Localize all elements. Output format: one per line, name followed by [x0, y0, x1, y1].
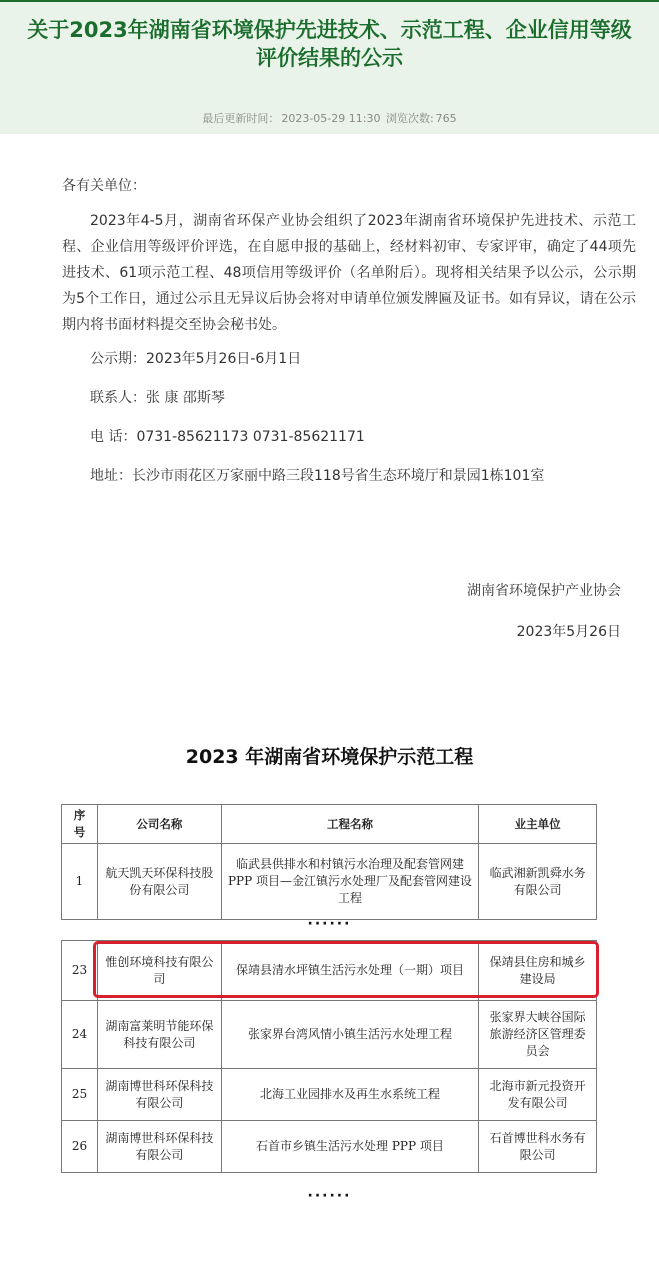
table-row — [62, 1001, 597, 1069]
table-row — [62, 1121, 597, 1173]
row-no: 23 — [62, 941, 98, 1001]
header-company: 公司名称 — [97, 805, 221, 844]
row-company: 湖南富莱明节能环保科技有限公司 — [97, 1001, 221, 1069]
row-no: 25 — [62, 1069, 98, 1121]
updated-label: 最后更新时间： — [202, 112, 280, 125]
signature: 湖南省环境保护产业协会 — [467, 583, 621, 599]
header-project: 工程名称 — [221, 805, 478, 844]
table-row — [62, 941, 597, 1001]
project-table-top — [61, 804, 597, 920]
table-header-row — [62, 805, 597, 844]
row-project: 临武县供排水和村镇污水治理及配套管网建 PPP 项目—金江镇污水处理厂及配套管网建设工程 — [221, 844, 478, 920]
header-no: 序号 — [62, 805, 98, 844]
notice-period: 公示期：2023年5月26日-6月1日 — [90, 351, 302, 367]
greeting: 各有关单位： — [62, 178, 146, 194]
header-owner: 业主单位 — [479, 805, 597, 844]
article-meta — [0, 110, 659, 126]
row-project: 石首市乡镇生活污水处理 PPP 项目 — [221, 1121, 478, 1173]
notice-body: 2023年4-5月，湖南省环保产业协会组织了2023年湖南省环境保护先进技术、示范工程、企业信用等级评价评选，在自愿申报的基础上，经材料初审、专家评审，确定了44项先进技术、61项示范工程、48项信用等级评价（名单附后）。现将相关结果予以公示，公示期为5个工作日，通过公示且无异议后协会将对申请单位颁发牌匾及证书。如有异议，请在公示期内将书面材料提交至协会秘书处。 — [62, 213, 636, 333]
row-owner: 张家界大峡谷国际旅游经济区管理委员会 — [479, 1001, 597, 1069]
notice-address: 地址：长沙市雨花区万家丽中路三段118号省生态环境厅和景园1栋101室 — [90, 468, 545, 484]
table-title: 2023 年湖南省环境保护示范工程 — [185, 746, 474, 768]
row-project: 保靖县清水坪镇生活污水处理（一期）项目 — [221, 941, 478, 1001]
row-no: 1 — [62, 844, 98, 920]
ellipsis-top: ······ — [307, 916, 352, 932]
article-header — [0, 0, 659, 134]
row-project: 北海工业园排水及再生水系统工程 — [221, 1069, 478, 1121]
table-row — [62, 1069, 597, 1121]
notice-date: 2023年5月26日 — [516, 624, 621, 640]
ellipsis-bottom: ······ — [307, 1188, 352, 1204]
views-label: 浏览次数: — [385, 112, 434, 125]
row-company: 湖南博世科环保科技有限公司 — [97, 1121, 221, 1173]
row-company: 航天凯天环保科技股份有限公司 — [97, 844, 221, 920]
row-company: 惟创环境科技有限公司 — [97, 941, 221, 1001]
row-owner: 北海市新元投资开发有限公司 — [479, 1069, 597, 1121]
project-table-bottom — [61, 940, 597, 1173]
row-no: 24 — [62, 1001, 98, 1069]
notice-phone: 电 话：0731-85621173 0731-85621171 — [90, 429, 365, 445]
row-company: 湖南博世科环保科技有限公司 — [97, 1069, 221, 1121]
row-owner: 石首博世科水务有限公司 — [479, 1121, 597, 1173]
updated-value: 2023-05-29 11:30 — [281, 112, 381, 125]
row-no: 26 — [62, 1121, 98, 1173]
table-row — [62, 844, 597, 920]
row-owner: 保靖县住房和城乡建设局 — [479, 941, 597, 1001]
article-title: 关于2023年湖南省环境保护先进技术、示范工程、企业信用等级评价结果的公示 — [27, 18, 632, 70]
notice-contact: 联系人：张 康 邵斯琴 — [90, 390, 225, 406]
row-project: 张家界台湾风情小镇生活污水处理工程 — [221, 1001, 478, 1069]
row-owner: 临武湘新凯舜水务有限公司 — [479, 844, 597, 920]
views-value: 765 — [435, 112, 457, 125]
